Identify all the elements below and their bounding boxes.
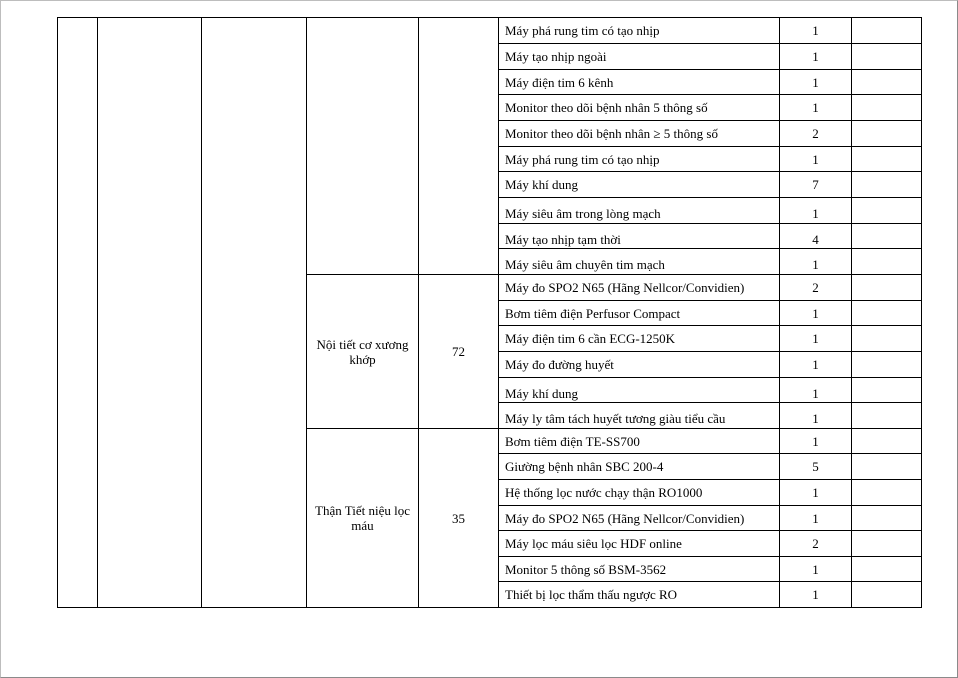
equipment-quantity: 1: [780, 429, 852, 454]
equipment-quantity: 1: [780, 18, 852, 44]
equipment-name: Bơm tiêm điện TE-SS700: [499, 429, 780, 454]
note-cell: [852, 403, 922, 429]
equipment-name: Giường bệnh nhân SBC 200-4: [499, 454, 780, 480]
equipment-quantity: 5: [780, 454, 852, 480]
category-column-cell: [202, 18, 307, 608]
equipment-quantity: 1: [780, 557, 852, 582]
note-cell: [852, 275, 922, 301]
department-name: Thận Tiết niệu lọc máu: [307, 429, 419, 608]
note-cell: [852, 70, 922, 95]
note-cell: [852, 224, 922, 249]
equipment-quantity: 1: [780, 301, 852, 326]
equipment-name: Máy phá rung tim có tạo nhịp: [499, 147, 780, 172]
equipment-name: Máy tạo nhịp ngoài: [499, 44, 780, 70]
bed-count: [419, 18, 499, 275]
equipment-name: Máy điện tim 6 cần ECG-1250K: [499, 326, 780, 352]
note-cell: [852, 454, 922, 480]
equipment-quantity: 1: [780, 249, 852, 275]
department-name: Nội tiết cơ xương khớp: [307, 275, 419, 429]
unit-column-cell: [98, 18, 202, 608]
equipment-name: Máy ly tâm tách huyết tương giàu tiểu cầu: [499, 403, 780, 429]
note-cell: [852, 18, 922, 44]
note-cell: [852, 378, 922, 403]
equipment-table: [57, 17, 922, 608]
equipment-name: Máy siêu âm chuyên tim mạch: [499, 249, 780, 275]
equipment-quantity: 2: [780, 275, 852, 301]
department-name: [307, 18, 419, 275]
equipment-name: Máy điện tim 6 kênh: [499, 70, 780, 95]
bed-count: 72: [419, 275, 499, 429]
equipment-quantity: 1: [780, 326, 852, 352]
note-cell: [852, 172, 922, 198]
equipment-quantity: 2: [780, 531, 852, 557]
note-cell: [852, 531, 922, 557]
equipment-name: Bơm tiêm điện Perfusor Compact: [499, 301, 780, 326]
equipment-quantity: 1: [780, 198, 852, 224]
equipment-name: Máy đo SPO2 N65 (Hãng Nellcor/Convidien): [499, 506, 780, 531]
note-cell: [852, 480, 922, 506]
equipment-quantity: 1: [780, 44, 852, 70]
equipment-quantity: 1: [780, 378, 852, 403]
note-cell: [852, 147, 922, 172]
note-cell: [852, 198, 922, 224]
equipment-name: Máy đo đường huyết: [499, 352, 780, 378]
note-cell: [852, 121, 922, 147]
table-row: [58, 18, 922, 44]
note-cell: [852, 582, 922, 608]
note-cell: [852, 301, 922, 326]
equipment-quantity: 1: [780, 403, 852, 429]
equipment-quantity: 1: [780, 480, 852, 506]
equipment-quantity: 1: [780, 352, 852, 378]
stt-column-cell: [58, 18, 98, 608]
note-cell: [852, 506, 922, 531]
note-cell: [852, 557, 922, 582]
equipment-name: Monitor theo dõi bệnh nhân ≥ 5 thông số: [499, 121, 780, 147]
equipment-name: Máy khí dung: [499, 172, 780, 198]
equipment-name: Hệ thống lọc nước chạy thận RO1000: [499, 480, 780, 506]
equipment-quantity: 1: [780, 506, 852, 531]
note-cell: [852, 352, 922, 378]
equipment-name: Máy siêu âm trong lòng mạch: [499, 198, 780, 224]
equipment-name: Máy tạo nhịp tạm thời: [499, 224, 780, 249]
equipment-name: Máy khí dung: [499, 378, 780, 403]
note-cell: [852, 95, 922, 121]
equipment-name: Thiết bị lọc thẩm thấu ngược RO: [499, 582, 780, 608]
equipment-quantity: 4: [780, 224, 852, 249]
table-body: [58, 18, 922, 608]
equipment-quantity: 1: [780, 95, 852, 121]
note-cell: [852, 326, 922, 352]
equipment-quantity: 7: [780, 172, 852, 198]
equipment-quantity: 1: [780, 70, 852, 95]
equipment-quantity: 2: [780, 121, 852, 147]
equipment-name: Máy đo SPO2 N65 (Hãng Nellcor/Convidien): [499, 275, 780, 301]
equipment-name: Máy phá rung tim có tạo nhịp: [499, 18, 780, 44]
equipment-name: Monitor 5 thông số BSM-3562: [499, 557, 780, 582]
note-cell: [852, 249, 922, 275]
equipment-quantity: 1: [780, 582, 852, 608]
equipment-name: Monitor theo dõi bệnh nhân 5 thông số: [499, 95, 780, 121]
bed-count: 35: [419, 429, 499, 608]
note-cell: [852, 44, 922, 70]
note-cell: [852, 429, 922, 454]
equipment-quantity: 1: [780, 147, 852, 172]
equipment-name: Máy lọc máu siêu lọc HDF online: [499, 531, 780, 557]
